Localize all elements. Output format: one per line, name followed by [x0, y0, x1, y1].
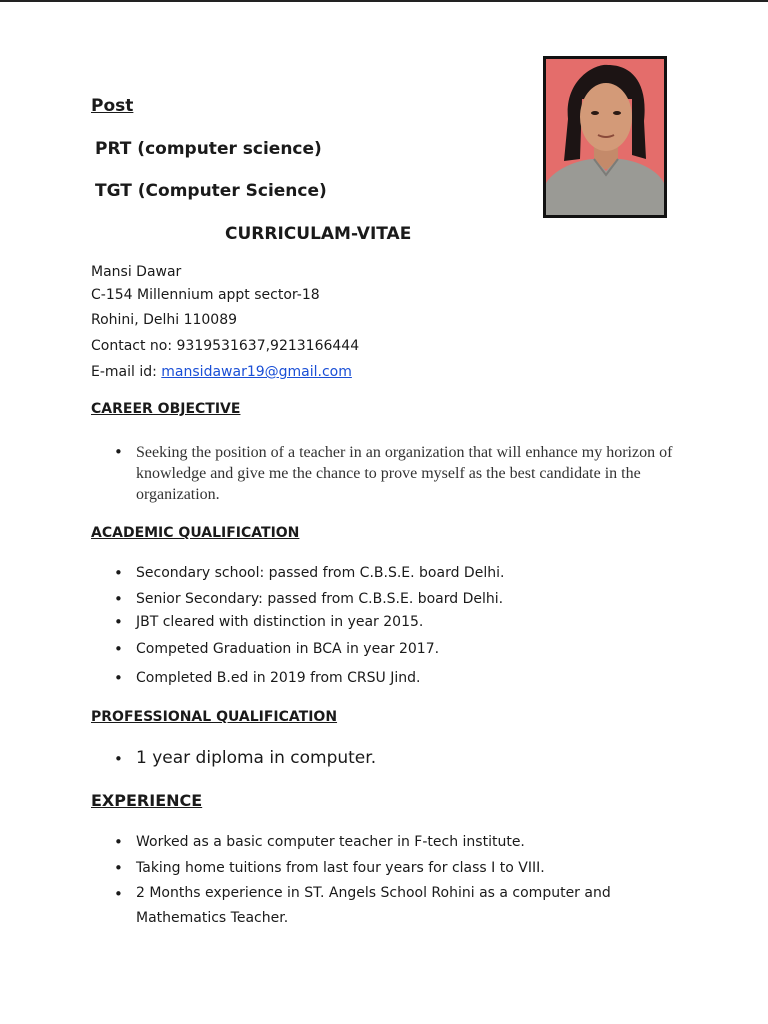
professional-item: 1 year diploma in computer.	[136, 748, 377, 768]
academic-heading: ACADEMIC QUALIFICATION	[91, 525, 300, 541]
email-link[interactable]: mansidawar19@gmail.com	[161, 364, 352, 380]
experience-item: Worked as a basic computer teacher in F-tech institute.	[136, 834, 525, 850]
contact-email-label: E-mail id:	[91, 364, 162, 380]
career-objective-text: Seeking the position of a teacher in an organization that will enhance my horizon of knowledge and give me the chance to prove myself as the best candidate in the organization.	[136, 444, 673, 503]
professional-heading: PROFESSIONAL QUALIFICATION	[91, 709, 338, 725]
bullet-icon: •	[114, 833, 123, 851]
document-title: CURRICULAM-VITAE	[225, 224, 412, 244]
contact-address-line2: Rohini, Delhi 110089	[91, 312, 238, 328]
top-border	[0, 0, 768, 2]
contact-name: Mansi Dawar	[91, 264, 182, 280]
bullet-icon: •	[114, 859, 123, 877]
experience-item: Taking home tuitions from last four years for class I to VIII.	[136, 860, 545, 876]
academic-item: Senior Secondary: passed from C.B.S.E. board Delhi.	[136, 591, 504, 607]
bullet-icon: •	[114, 885, 123, 903]
contact-phone: Contact no: 9319531637,9213166444	[91, 338, 360, 354]
bullet-icon: •	[114, 613, 123, 631]
career-objective-heading: CAREER OBJECTIVE	[91, 401, 241, 417]
bullet-icon: •	[114, 564, 123, 582]
academic-item: JBT cleared with distinction in year 2015.	[136, 614, 424, 630]
academic-item: Competed Graduation in BCA in year 2017.	[136, 641, 440, 657]
academic-item: Completed B.ed in 2019 from CRSU Jind.	[136, 670, 421, 686]
experience-item: 2 Months experience in ST. Angels School Rohini as a computer and Mathematics Teacher.	[136, 885, 611, 926]
bullet-icon: •	[114, 640, 123, 658]
experience-heading: EXPERIENCE	[91, 791, 203, 810]
contact-email-row	[91, 364, 352, 380]
post-item-prt: PRT (computer science)	[95, 139, 322, 159]
academic-item: Secondary school: passed from C.B.S.E. board Delhi.	[136, 565, 505, 581]
post-label: Post	[91, 96, 134, 116]
bullet-icon: •	[114, 443, 123, 461]
bullet-icon: •	[114, 590, 123, 608]
bullet-icon: •	[114, 750, 123, 768]
profile-photo	[543, 56, 667, 218]
post-item-tgt: TGT (Computer Science)	[95, 181, 327, 201]
contact-address-line1: C-154 Millennium appt sector-18	[91, 287, 320, 303]
bullet-icon: •	[114, 669, 123, 687]
